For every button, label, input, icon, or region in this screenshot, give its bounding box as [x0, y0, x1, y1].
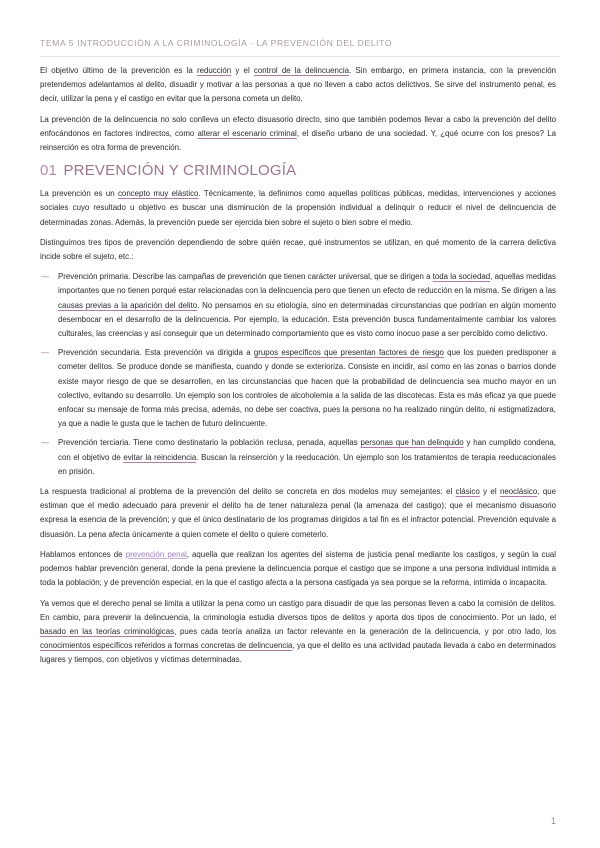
list-item: [40, 346, 556, 431]
underlined-term: concepto muy elástico: [117, 189, 199, 199]
text-run: , pues cada teoría analiza un factor relevante en la generación de la delincuencia, y por otro lado, los: [174, 626, 556, 636]
text-run: Prevención secundaria. Esta prevención va dirigida a: [58, 348, 254, 358]
prevention-types-list: [40, 270, 556, 479]
paragraph-penal-prevention: [40, 548, 556, 591]
text-run: , el diseño urbano de una sociedad. Y, ¿qué ocurre con los presos? La reinserción es otra forma de prevención.: [40, 128, 556, 153]
underlined-term: clásico: [455, 487, 480, 497]
text-run: , ya que el delito es una actividad pautada llevada a cabo en determinados lugares y tiempos, con objetivos y víctimas determinadas.: [40, 641, 556, 665]
text-run: , que estiman que el medio adecuado para prevenir el delito ha de tener naturaleza penal (la amenaza del castigo); que el mecanismo disuasorio expresa la esencia de la prevención; y que el único destinatario de los programas dirigidos a tal fin es el infractor potencial. Prevención equivale a disuasión. La pena afecta únicamente a quien comete el delito o quiere cometerlo.: [40, 487, 556, 539]
page-header: TEMA 5 INTRODUCCIÓN A LA CRIMINOLOGÍA - LA PREVENCIÓN DEL DELITO: [40, 38, 393, 48]
prevencion-penal-link[interactable]: prevención penal: [125, 549, 187, 559]
dash-bullet-icon: —: [41, 272, 49, 282]
text-run: El objetivo último de la prevención es la: [40, 66, 197, 75]
dash-bullet-icon: —: [41, 348, 49, 358]
text-run: . Técnicamente, la definimos como aquellas políticas públicas, medidas, intervenciones y acciones sociales cuyo resultado u objetivo es buscar una disminución de la propensión individual a delinquir o reducir el nivel de delincuencia de determinadas zonas. Además, la prevención puede ser ejercida bien sobre el sujeto o bien sobre el medio.: [40, 189, 556, 227]
text-run: y el: [479, 487, 500, 497]
underlined-term: basado en las teorías criminológicas: [40, 626, 175, 636]
intro-paragraph-1: [40, 64, 556, 107]
underlined-term: toda la sociedad: [432, 272, 491, 282]
underlined-term: evitar la reincidencia: [123, 452, 197, 462]
text-run: Prevención primaria. Describe las campañas de prevención que tienen carácter universal, que se dirigen a: [58, 272, 433, 282]
text-run: La respuesta tradicional al problema de la prevención del delito se concreta en dos modelos muy semejantes: el: [40, 487, 456, 497]
paragraph-models: [40, 485, 556, 542]
section-heading: [40, 161, 556, 181]
intro-paragraph-2: [40, 113, 556, 156]
underlined-term: personas que han delinquido: [360, 438, 464, 448]
underlined-term: alterar el escenario criminal: [197, 128, 297, 138]
header-divider: [40, 56, 560, 57]
page-number: 1: [550, 816, 556, 826]
paragraph-types-intro: Distinguimos tres tipos de prevención dependiendo de sobre quién recae, qué instrumentos se utilizan, en qué momento de la carrera delictiva incide sobre el sujeto, etc.:: [40, 237, 556, 262]
text-run: La prevención de la delincuencia no solo conlleva un efecto disuasorio directo, sino que también podemos llevar a cabo la prevención del delito enfocándonos en factores indirectos, como: [40, 114, 556, 138]
text-run: La prevención es un: [40, 189, 118, 199]
underlined-term: causas previas a la aparición del delito: [58, 300, 198, 310]
underlined-term: control de la delincuencia: [253, 66, 350, 75]
text-run: que los pueden predisponer a cometer delitos. Se produce donde se manifiesta, cuando y donde se exterioriza. Consiste en incidir, así como en las zonas o barrios donde existe mayor riesgo de que se desarrollen, en las circunstancias que hacen que la probabilidad de delincuencia sea mucho mayor en un colectivo, evitando su desarrollo. Un ejemplo son los controles de alcoholemia a la salida de las discotecas. Esta es más eficaz ya que puede enfocar su mensaje de forma más precisa, además, no debe ser coactiva, pues la persona no ha realizado ningún delito, ni estigmatizadora, ya que a nadie le gusta que le tachen de futuro delincuente.: [58, 348, 557, 429]
underlined-term: neoclásico: [499, 487, 538, 497]
text-run: . Sin embargo, en primera instancia, con la prevención pretendemos adelantamos al delito, disuadir y motivar a las personas a que no lleven a cabo actos delictivos. Se sirve del instrumento penal, es decir, utilizar la pena y el castigo en evitar que la persona cometa un delito.: [40, 66, 556, 104]
text-run: y han cumplido condena, con el objetivo de: [58, 438, 556, 462]
underlined-term: conocimientos específicos referidos a formas concretas de delincuencia: [40, 641, 293, 651]
text-run: , aquellas medidas importantes que no tienen porqué estar relacionadas con la delincuencia pero que tienen un efecto de reducción en la misma. Se dirigen a las: [58, 272, 556, 296]
paragraph-concept: [40, 187, 556, 230]
text-run: . Buscan la reinserción y la reeducación. Un ejemplo son los tratamientos de terapia reeducacionales en prisión.: [58, 452, 557, 476]
text-run: , aquella que realizan los agentes del sistema de justicia penal mediante los castigos, y según la cual podemos hablar prevención general, donde la pena previene la delincuencia porque el castigo que se impone a una persona individual intimida a toda la población; y de prevención especial, en la que el castigo afecta a la persona castigada ya sea porque se la reforma, intimida o incapacita.: [40, 549, 556, 588]
text-run: Prevención terciaria. Tiene como destinatario la población reclusa, penada, aquellas: [58, 438, 361, 448]
document-body: [40, 64, 556, 674]
text-run: Hablamos entonces de: [40, 549, 126, 559]
underlined-term: reducción: [196, 66, 232, 75]
dash-bullet-icon: —: [41, 438, 49, 448]
list-item: [40, 436, 556, 479]
text-run: . No pensamos en su etiología, sino en determinadas circunstancias que podrían en algún momento desembocar en el desarrollo de la delincuencia. Por ejemplo, la educación. Esta prevención busca fundamentalmente cambiar los valores culturales, las creencias y así conseguir que un determinado comportamiento que es visto como inocuo pase a ser percibido como delictivo.: [58, 300, 556, 339]
section-number: 01: [40, 162, 58, 180]
text-run: y el: [231, 66, 254, 75]
underlined-term: grupos específicos que presentan factores de riesgo: [253, 348, 444, 358]
text-run: Ya vemos que el derecho penal se limita a utilizar la pena como un castigo para disuadir de que las personas lleven a cabo la comisión de delitos. En cambio, para prevenir la delincuencia, la criminología estudia diversos tipos de delitos y aporta dos tipos de conocimiento. Por un lado, el: [40, 598, 556, 622]
list-item: [40, 270, 556, 341]
paragraph-criminology: [40, 597, 556, 668]
section-title: PREVENCIÓN Y CRIMINOLOGÍA: [63, 162, 297, 180]
